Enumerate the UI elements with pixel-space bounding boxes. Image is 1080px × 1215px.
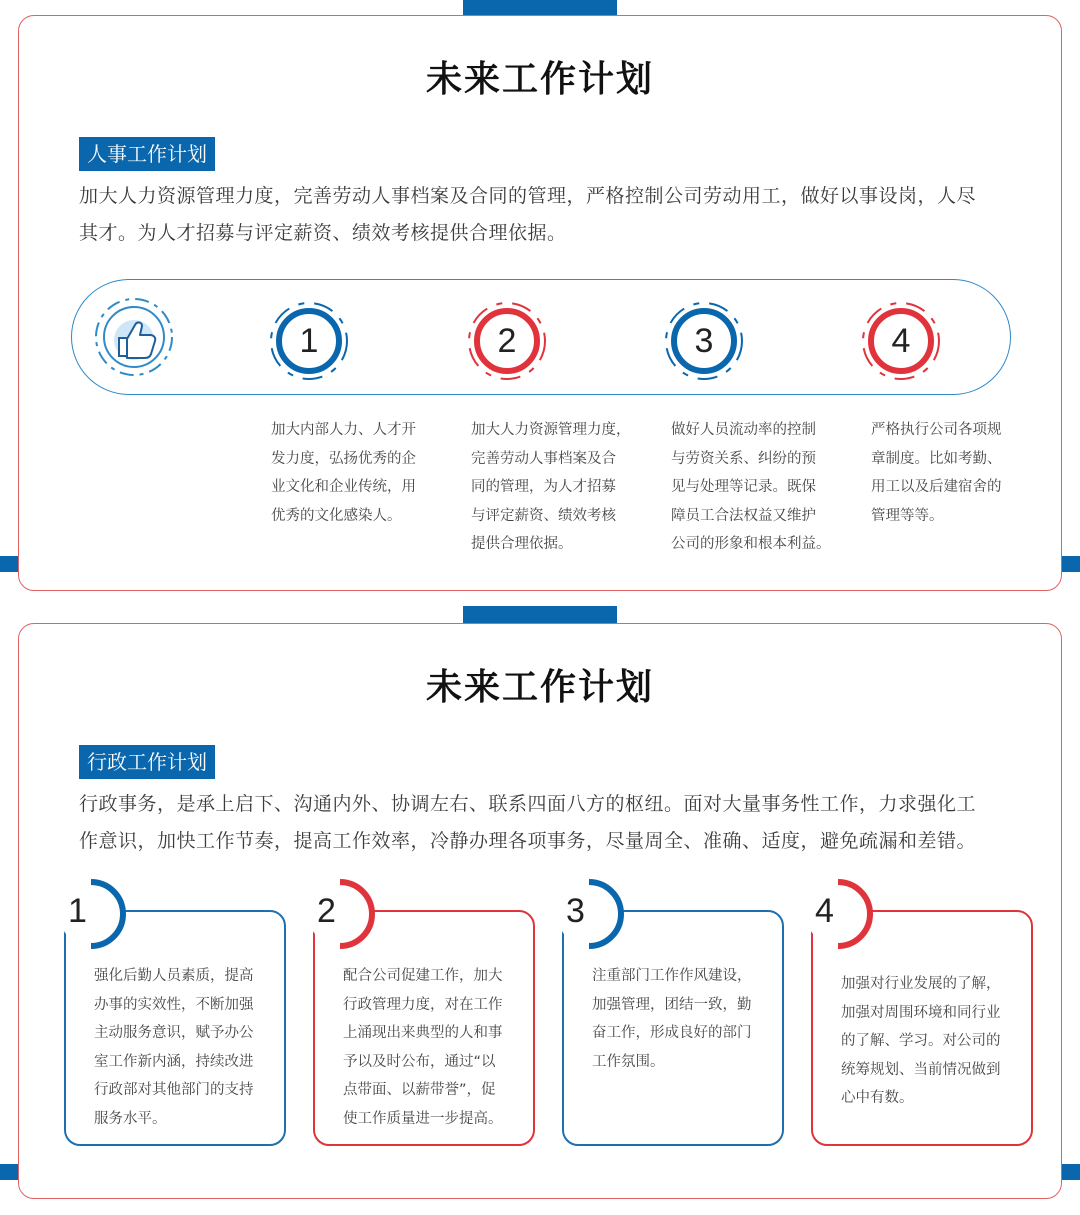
- step-number: 3: [694, 322, 714, 360]
- text-line: 加强对行业发展的了解，: [841, 976, 1001, 992]
- intro-line: 其才。为人才招募与评定薪资、绩效考核提供合理依据。: [79, 222, 567, 244]
- text-line: 加大人力资源管理力度，: [471, 422, 631, 438]
- card-badge-3: [553, 878, 625, 950]
- text-line: 行政部对其他部门的支持: [94, 1082, 254, 1098]
- page-title: 未来工作计划: [425, 667, 654, 708]
- intro-line: 行政事务，是承上启下、沟通内外、协调左右、联系四面八方的枢纽。面对大量事务性工作，力求强化工: [79, 793, 977, 815]
- text-line: 统筹规划、当前情况做到: [841, 1061, 1001, 1078]
- intro-paragraph: [79, 786, 1019, 860]
- card-number: 2: [317, 892, 336, 930]
- text-line: 发力度，弘扬优秀的企: [271, 450, 416, 467]
- text-line: 办事的实效性，不断加强: [94, 996, 254, 1013]
- middle-accent-tab: [463, 606, 617, 624]
- text-line: 同的管理，为人才招募: [471, 479, 616, 495]
- text-line: 完善劳动人事档案及合: [471, 450, 616, 467]
- text-line: 上涌现出来典型的人和事: [343, 1025, 503, 1041]
- text-line: 优秀的文化感染人。: [271, 507, 402, 524]
- left-side-tab: [0, 556, 18, 572]
- text-line: 严格执行公司各项规: [871, 422, 1002, 438]
- card-text: [841, 970, 1017, 1113]
- text-line: 心中有数。: [841, 1090, 914, 1106]
- text-line: 予以及时公布，通过“以: [343, 1053, 496, 1070]
- text-line: 管理等等。: [871, 507, 944, 524]
- text-line: 提供合理依据。: [471, 536, 573, 552]
- step-description-4: [871, 416, 1031, 530]
- text-line: 使工作质量进一步提高。: [343, 1110, 503, 1127]
- card-badge-2: [304, 878, 376, 950]
- card-text: [343, 962, 519, 1133]
- top-accent-tab: [463, 0, 617, 16]
- step-description-3: [671, 416, 843, 559]
- text-line: 见与处理等记录。既保: [671, 479, 816, 495]
- card-badge-1: [55, 878, 127, 950]
- text-line: 公司的形象和根本利益。: [671, 536, 831, 552]
- card-number: 4: [815, 892, 834, 930]
- step-number: 2: [497, 322, 517, 360]
- step-description-1: [271, 416, 433, 530]
- card-number: 3: [566, 892, 585, 930]
- right-side-tab: [1062, 556, 1080, 572]
- text-line: 强化后勤人员素质，提高: [94, 968, 254, 984]
- intro-line: 加大人力资源管理力度，完善劳动人事档案及合同的管理，严格控制公司劳动用工，做好以事设岗，人尽: [79, 185, 977, 207]
- page-title: 未来工作计划: [425, 59, 654, 100]
- text-line: 工作氛围。: [592, 1053, 665, 1070]
- admin-plan-panel: [18, 623, 1062, 1199]
- step-number: 1: [299, 322, 319, 360]
- right-side-tab-bottom: [1062, 1164, 1080, 1180]
- text-line: 与评定薪资、绩效考核: [471, 507, 616, 524]
- text-line: 服务水平。: [94, 1110, 167, 1127]
- text-line: 做好人员流动率的控制: [671, 422, 816, 438]
- text-line: 障员工合法权益又维护: [671, 507, 816, 524]
- text-line: 注重部门工作作风建设，: [592, 968, 752, 984]
- text-line: 用工以及后建宿舍的: [871, 479, 1002, 495]
- hr-plan-panel: [18, 15, 1062, 591]
- text-line: 的了解、学习。对公司的: [841, 1033, 1001, 1049]
- left-side-tab-bottom: [0, 1164, 18, 1180]
- text-line: 室工作新内涵，持续改进: [94, 1053, 254, 1070]
- step-description-2: [471, 416, 643, 559]
- text-line: 加大内部人力、人才开: [271, 422, 416, 438]
- section-tag: 人事工作计划: [79, 137, 215, 171]
- card-badge-4: [802, 878, 874, 950]
- text-line: 加强对周围环境和同行业: [841, 1004, 1001, 1021]
- text-line: 行政管理力度，对在工作: [343, 996, 503, 1013]
- text-line: 章制度。比如考勤、: [871, 450, 1002, 467]
- step-number: 4: [891, 322, 911, 360]
- text-line: 加强管理，团结一致，勤: [592, 996, 752, 1013]
- intro-paragraph: [79, 178, 1019, 252]
- card-number: 1: [68, 892, 87, 930]
- text-line: 与劳资关系、纠纷的预: [671, 450, 816, 467]
- thumbs-up-icon: [89, 292, 179, 382]
- card-text: [592, 962, 768, 1076]
- text-line: 主动服务意识，赋予办公: [94, 1025, 254, 1041]
- intro-line: 作意识，加快工作节奏，提高工作效率，冷静办理各项事务，尽量周全、准确、适度，避免疏漏和差错。: [79, 830, 977, 852]
- text-line: 点带面、以薪带誉”，促: [343, 1082, 496, 1098]
- card-text: [94, 962, 270, 1133]
- text-line: 奋工作，形成良好的部门: [592, 1025, 752, 1041]
- section-tag: 行政工作计划: [79, 745, 215, 779]
- text-line: 业文化和企业传统，用: [271, 479, 416, 495]
- text-line: 配合公司促建工作，加大: [343, 968, 503, 984]
